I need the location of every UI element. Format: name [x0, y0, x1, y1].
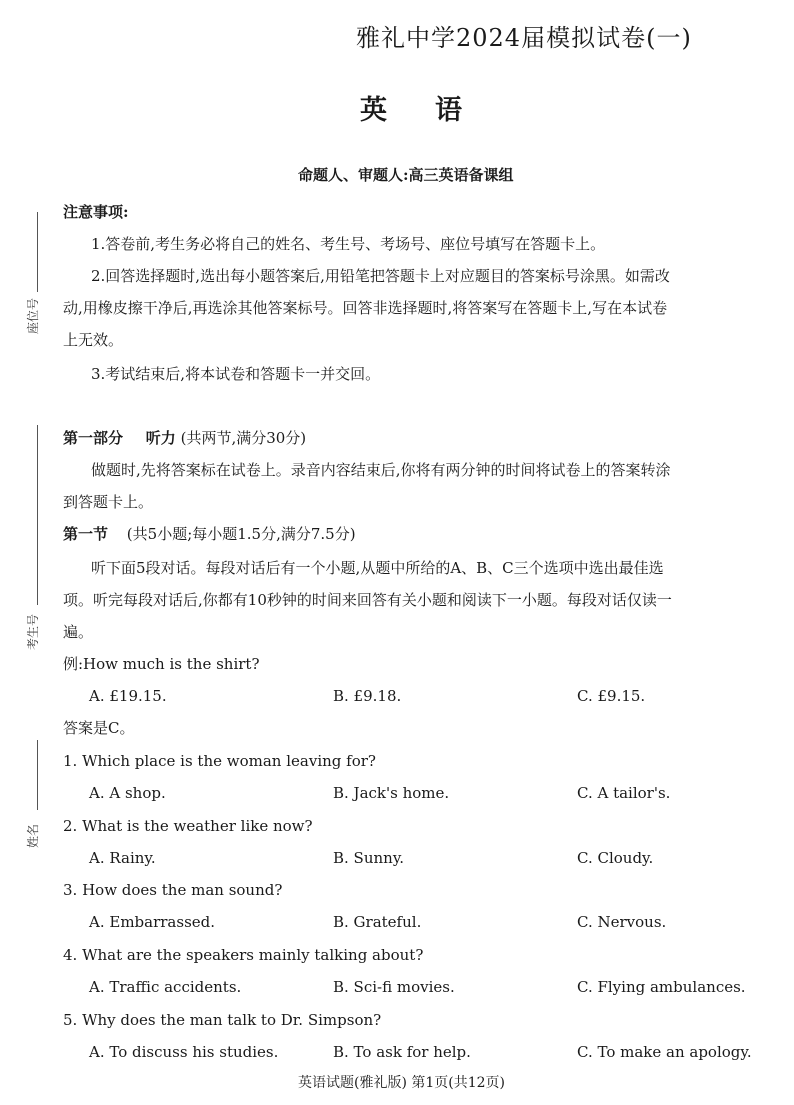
- side-label-seat: 座位号: [26, 297, 40, 334]
- question-2-option-c: C. Cloudy.: [577, 849, 654, 867]
- part1-heading-title: 听力: [145, 429, 176, 447]
- example-option-b: B. £9.18.: [333, 687, 402, 705]
- exam-title: 雅礼中学2024届模拟试卷(一): [356, 24, 692, 52]
- notice-item-2-line2: 动,用橡皮擦干净后,再选涂其他答案标号。回答非选择题时,将答案写在答题卡上,写在本试卷: [63, 299, 668, 317]
- question-2-option-b: B. Sunny.: [333, 849, 405, 867]
- page-footer: 英语试题(雅礼版) 第1页(共12页): [298, 1075, 506, 1091]
- section1-line2: 项。听完每段对话后,你都有10秒钟的时间来回答有关小题和阅读下一小题。每段对话仅读一: [63, 591, 672, 609]
- question-5: 5. Why does the man talk to Dr. Simpson?: [63, 1011, 382, 1029]
- question-4: 4. What are the speakers mainly talking about?: [63, 946, 424, 964]
- example-answer: 答案是C。: [63, 719, 135, 737]
- question-3-option-c: C. Nervous.: [577, 913, 667, 931]
- question-4-option-c: C. Flying ambulances.: [577, 978, 746, 996]
- question-3: 3. How does the man sound?: [63, 881, 283, 899]
- side-line-seat: [37, 212, 38, 292]
- section1-line1: 听下面5段对话。每段对话后有一个小题,从题中所给的A、B、C三个选项中选出最佳选: [91, 559, 664, 577]
- section1-detail: (共5小题;每小题1.5分,满分7.5分): [126, 525, 356, 543]
- part1-heading-row: [63, 422, 306, 454]
- part1-heading: 第一部分: [63, 429, 124, 447]
- question-5-option-b: B. To ask for help.: [333, 1043, 471, 1061]
- notice-item-2-line1: 2.回答选择题时,选出每小题答案后,用铅笔把答题卡上对应题目的答案标号涂黑。如需改: [91, 267, 670, 285]
- question-4-option-b: B. Sci-fi movies.: [333, 978, 455, 996]
- section1-line3: 遍。: [63, 623, 94, 641]
- section1-heading: 第一节: [63, 525, 109, 543]
- question-1: 1. Which place is the woman leaving for?: [63, 752, 376, 770]
- question-5-option-c: C. To make an apology.: [577, 1043, 752, 1061]
- question-1-option-c: C. A tailor's.: [577, 784, 671, 802]
- author-line: 命题人、审题人:高三英语备课组: [298, 166, 514, 184]
- part1-intro-line2: 到答题卡上。: [63, 493, 154, 511]
- section1-heading-row: [63, 518, 356, 550]
- side-line-exam-no: [37, 425, 38, 605]
- subject-title: 英语: [360, 95, 510, 126]
- notice-heading: 注意事项:: [63, 203, 129, 221]
- part1-intro-line1: 做题时,先将答案标在试卷上。录音内容结束后,你将有两分钟的时间将试卷上的答案转涂: [91, 461, 671, 479]
- question-4-option-a: A. Traffic accidents.: [89, 978, 242, 996]
- example-question: 例:How much is the shirt?: [63, 655, 260, 673]
- side-label-name: 姓名: [26, 823, 40, 848]
- part1-heading-detail: (共两节,满分30分): [180, 429, 307, 447]
- side-label-exam-no: 考生号: [26, 613, 40, 650]
- side-line-name: [37, 740, 38, 810]
- question-2: 2. What is the weather like now?: [63, 817, 313, 835]
- question-2-option-a: A. Rainy.: [89, 849, 156, 867]
- question-5-option-a: A. To discuss his studies.: [89, 1043, 279, 1061]
- example-option-c: C. £9.15.: [577, 687, 646, 705]
- example-option-a: A. £19.15.: [89, 687, 167, 705]
- question-3-option-b: B. Grateful.: [333, 913, 422, 931]
- notice-item-3: 3.考试结束后,将本试卷和答题卡一并交回。: [91, 365, 381, 383]
- question-1-option-a: A. A shop.: [89, 784, 166, 802]
- notice-item-1: 1.答卷前,考生务必将自己的姓名、考生号、考场号、座位号填写在答题卡上。: [91, 235, 606, 253]
- notice-item-2-line3: 上无效。: [63, 331, 124, 349]
- question-1-option-b: B. Jack's home.: [333, 784, 450, 802]
- question-3-option-a: A. Embarrassed.: [89, 913, 216, 931]
